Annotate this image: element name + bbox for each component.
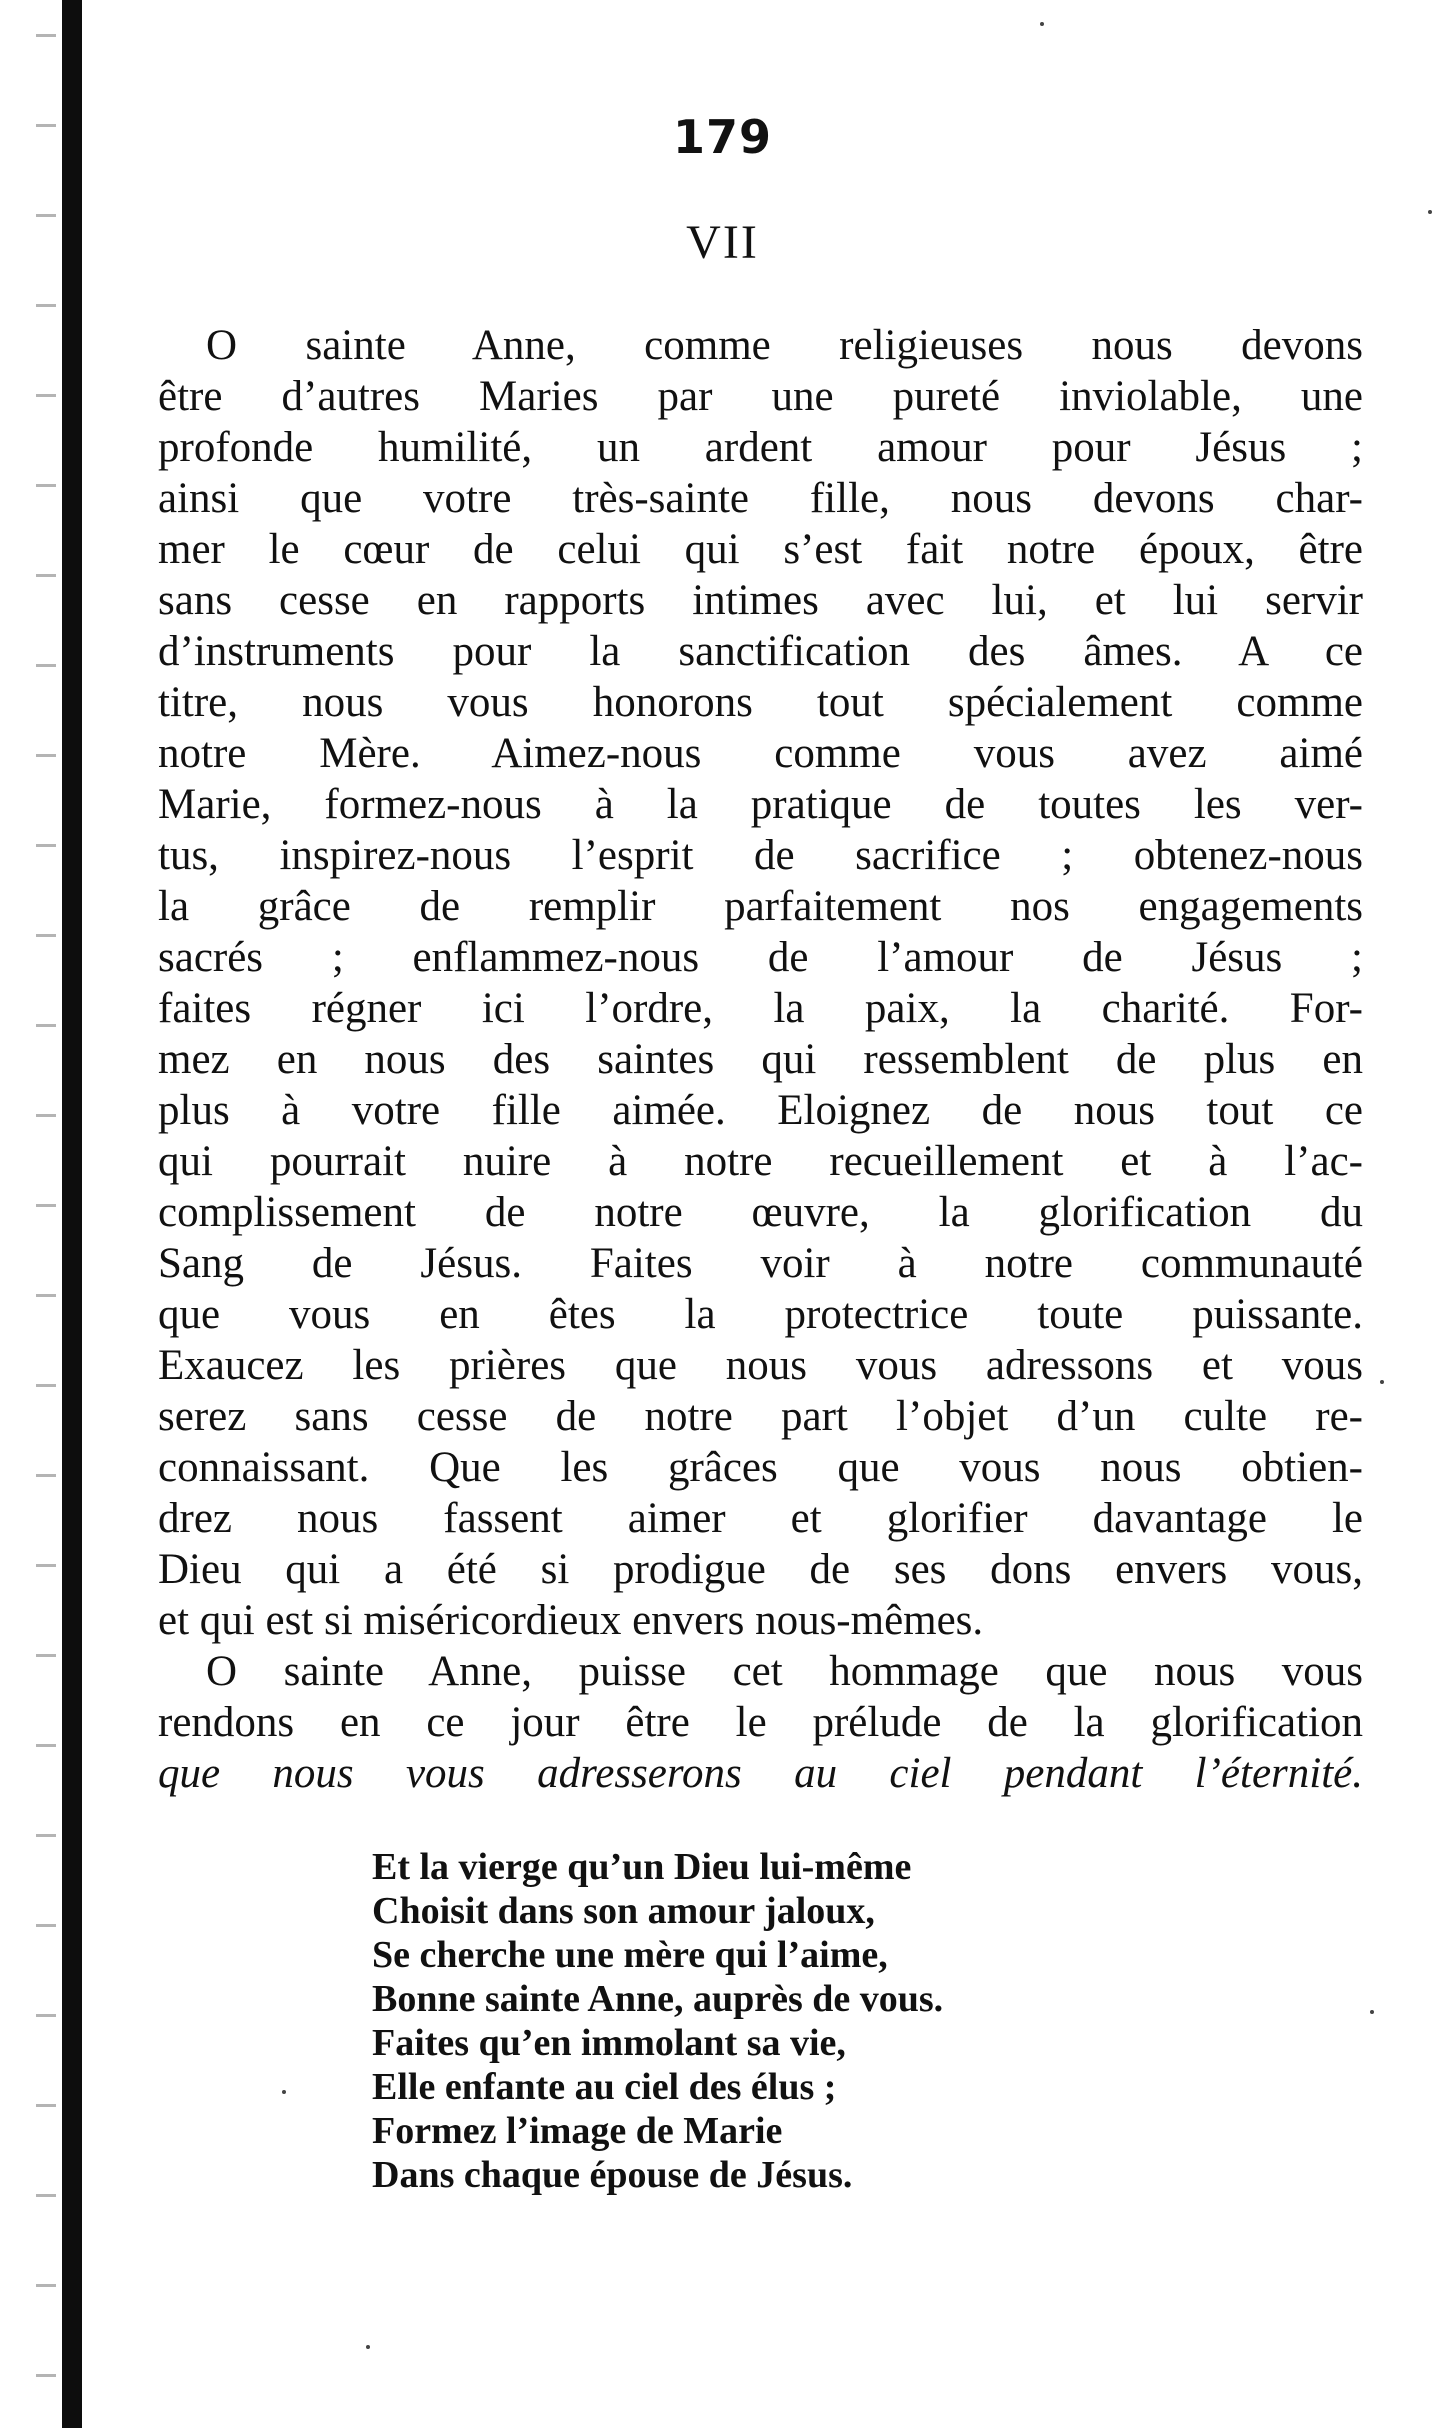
print-speck [1040, 22, 1044, 26]
text-line: faites régner ici l’ordre, la paix, la charité. For- [158, 985, 1363, 1032]
text-line: mez en nous des saintes qui ressemblent de plus en [158, 1036, 1363, 1083]
text-line: notre Mère. Aimez-nous comme vous avez aimé [158, 730, 1363, 777]
poem-line: Formez l’image de Marie [372, 2110, 783, 2152]
text-line: ainsi que votre très-sainte fille, nous devons char- [158, 475, 1363, 522]
text-line: Sang de Jésus. Faites voir à notre communauté [158, 1240, 1363, 1287]
text-line: Marie, formez-nous à la pratique de toutes les ver- [158, 781, 1363, 828]
text-line: plus à votre fille aimée. Eloignez de nous tout ce [158, 1087, 1363, 1134]
page-edge-shadow [36, 0, 56, 2428]
text-line: Exaucez les prières que nous vous adressons et vous [158, 1342, 1363, 1389]
section-number: VII [686, 216, 759, 269]
poem-line: Bonne sainte Anne, auprès de vous. [372, 1978, 944, 2020]
text-line: sacrés ; enflammez-nous de l’amour de Jésus ; [158, 934, 1363, 981]
print-speck [282, 2090, 286, 2094]
poem-line: Dans chaque épouse de Jésus. [372, 2154, 853, 2196]
prayer-text [158, 320, 1363, 1799]
text-line: profonde humilité, un ardent amour pour Jésus ; [158, 424, 1363, 471]
text-line: complissement de notre œuvre, la glorification du [158, 1189, 1363, 1236]
hymn-stanza [372, 1845, 1132, 2197]
poem-line: Et la vierge qu’un Dieu lui-même [372, 1846, 912, 1888]
page-number: 179 [672, 110, 773, 164]
text-line: connaissant. Que les grâces que vous nous obtien- [158, 1444, 1363, 1491]
text-line: drez nous fassent aimer et glorifier davantage le [158, 1495, 1363, 1542]
closing-line: rendons en ce jour être le prélude de la glorification [158, 1699, 1363, 1746]
print-speck [366, 2345, 370, 2349]
poem-line: Elle enfante au ciel des élus ; [372, 2066, 837, 2108]
text-line: sans cesse en rapports intimes avec lui, et lui servir [158, 577, 1363, 624]
text-line: qui pourrait nuire à notre recueillement et à l’ac- [158, 1138, 1363, 1185]
text-line: que vous en êtes la protectrice toute puissante. [158, 1291, 1363, 1338]
text-line: serez sans cesse de notre part l’objet d’un culte re- [158, 1393, 1363, 1440]
text-line: et qui est si miséricordieux envers nous-mêmes. [158, 1597, 984, 1644]
poem-line: Faites qu’en immolant sa vie, [372, 2022, 846, 2064]
text-line: Dieu qui a été si prodigue de ses dons envers vous, [158, 1546, 1363, 1593]
poem-line: Choisit dans son amour jaloux, [372, 1890, 875, 1932]
text-line: d’instruments pour la sanctification des âmes. A ce [158, 628, 1363, 675]
print-speck [1380, 1380, 1384, 1384]
text-line: O sainte Anne, comme religieuses nous devons [206, 322, 1363, 369]
print-speck [1428, 210, 1432, 214]
book-spine-binding [62, 0, 82, 2428]
text-line: être d’autres Maries par une pureté inviolable, une [158, 373, 1363, 420]
text-line: titre, nous vous honorons tout spécialement comme [158, 679, 1363, 726]
text-line: mer le cœur de celui qui s’est fait notre époux, être [158, 526, 1363, 573]
text-line: la grâce de remplir parfaitement nos engagements [158, 883, 1363, 930]
poem-line: Se cherche une mère qui l’aime, [372, 1934, 888, 1976]
print-speck [1370, 2010, 1374, 2014]
closing-italic-line: que nous vous adresserons au ciel pendant l’éternité. [158, 1750, 1363, 1797]
closing-line: O sainte Anne, puisse cet hommage que nous vous [206, 1648, 1363, 1695]
text-line: tus, inspirez-nous l’esprit de sacrifice ; obtenez-nous [158, 832, 1363, 879]
